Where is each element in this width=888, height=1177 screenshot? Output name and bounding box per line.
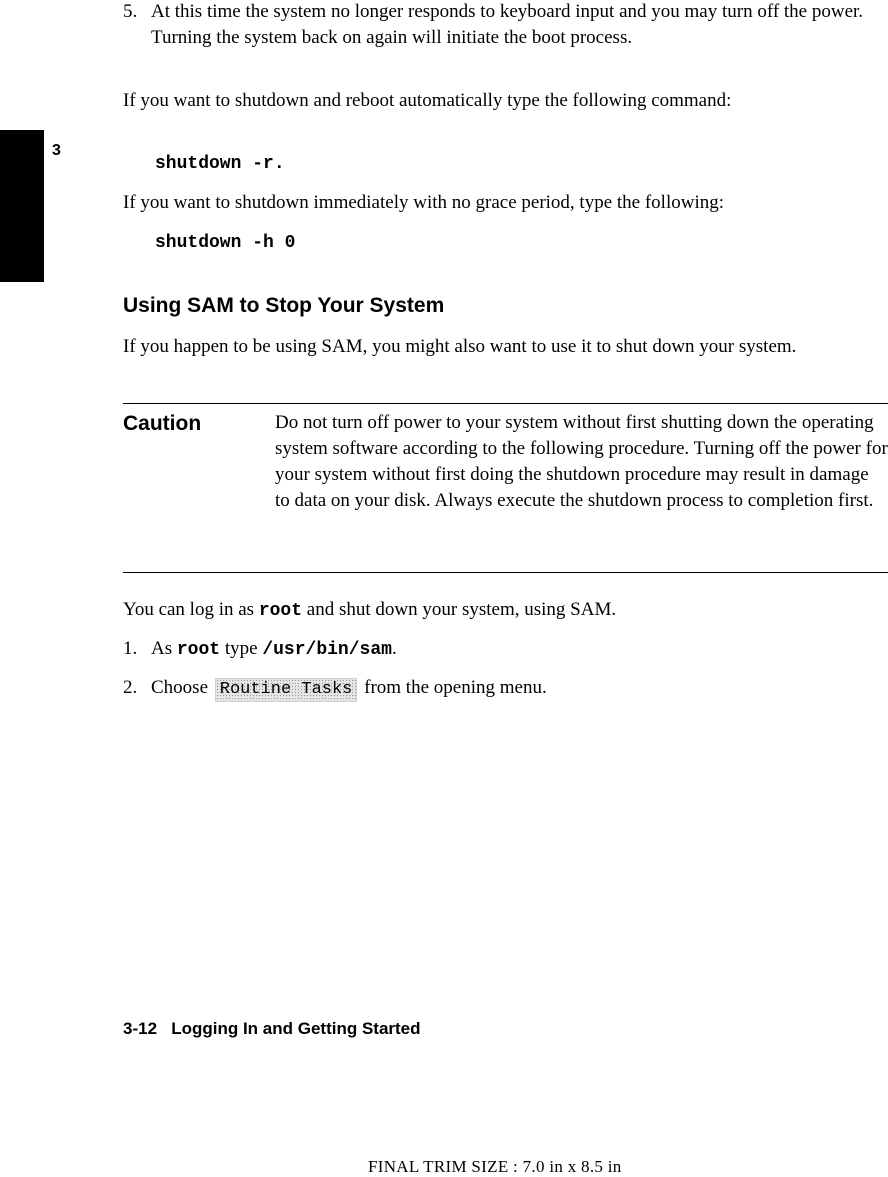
section-heading: Using SAM to Stop Your System <box>123 294 445 317</box>
login-text-after: and shut down your system, using SAM. <box>302 599 617 620</box>
step-command: /usr/bin/sam <box>262 640 392 660</box>
chapter-number: 3 <box>52 142 61 159</box>
page-number: 3-12 <box>123 1019 158 1038</box>
chapter-title: Logging In and Getting Started <box>171 1019 421 1038</box>
step-text: . <box>391 638 397 659</box>
step-1 <box>123 636 888 663</box>
chapter-tab-marker <box>0 130 44 282</box>
caution-label: Caution <box>123 412 202 435</box>
caution-text: Do not turn off power to your system without first shutting down the operating system software according to the following procedure. Turning off the power for your system without first doing the shutdown procedure may result in damage to data on your disk. Always execute the shutdown process to completion first. <box>275 412 888 511</box>
login-paragraph <box>123 597 888 624</box>
reboot-command: shutdown -r. <box>155 154 285 174</box>
step-2 <box>123 675 888 702</box>
login-text-before: You can log in as <box>123 599 259 620</box>
login-user: root <box>258 601 303 621</box>
step-text: type <box>220 638 263 659</box>
step-user: root <box>176 640 221 660</box>
step-number: 1. <box>123 638 138 659</box>
caution-bottom-rule <box>123 572 888 573</box>
step-text: As <box>151 638 177 659</box>
routine-tasks-softkey: Routine Tasks <box>215 678 358 702</box>
immediate-intro: If you want to shutdown immediately with no grace period, type the following: <box>123 192 725 213</box>
step-text: Choose <box>151 677 213 698</box>
step-number: 5. <box>123 1 138 22</box>
reboot-intro: If you want to shutdown and reboot automatically type the following command: <box>123 90 732 111</box>
step-5 <box>123 0 888 51</box>
trim-size-note: FINAL TRIM SIZE : 7.0 in x 8.5 in <box>368 1157 622 1176</box>
caution-top-rule <box>123 403 888 404</box>
immediate-command: shutdown -h 0 <box>155 233 296 253</box>
step-text: from the opening menu. <box>359 677 547 698</box>
sam-intro: If you happen to be using SAM, you might also want to use it to shut down your system. <box>123 336 797 357</box>
step-text: At this time the system no longer responds to keyboard input and you may turn off the power. Turning the system back on again will initiate the boot process. <box>151 1 864 48</box>
step-number: 2. <box>123 677 138 698</box>
page-footer <box>123 1018 421 1040</box>
